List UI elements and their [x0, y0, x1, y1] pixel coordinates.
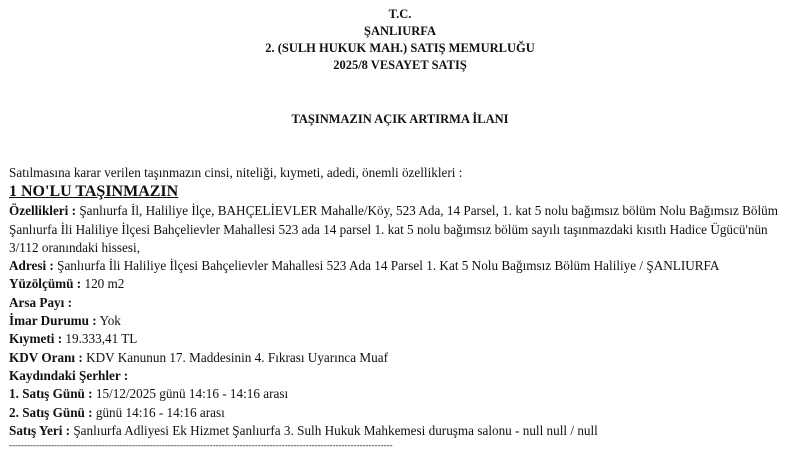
vat-field — [9, 349, 794, 367]
intro-text: Satılmasına karar verilen taşınmazın cinsi, niteliği, kıymeti, adedi, önemli özellikleri : — [9, 165, 463, 180]
land-share-field — [9, 294, 794, 312]
vat-value: KDV Kanunun 17. Maddesinin 4. Fıkrası Uyarınca Muaf — [86, 349, 388, 365]
notes-label: Kaydındaki Şerhler : — [9, 367, 129, 383]
area-label: Yüzölçümü : — [9, 276, 82, 292]
address-value: Şanlıurfa İli Haliliye İlçesi Bahçelievler Mahallesi 523 Ada 14 Parsel 1. Kat 5 Nolu Bağımsız Bölüm Haliliye / ŞANLIURFA — [57, 258, 720, 274]
value-field — [9, 330, 794, 348]
header-line-city: ŞANLIURFA — [364, 24, 436, 38]
header-line-case: 2025/8 VESAYET SATIŞ — [333, 58, 467, 72]
area-field — [9, 275, 794, 293]
zoning-field — [9, 312, 794, 330]
land-share-label: Arsa Payı : — [9, 294, 72, 310]
property-heading: 1 NO'LU TAŞINMAZIN — [9, 183, 179, 201]
sale1-label: 1. Satış Günü : — [9, 386, 93, 402]
notes-field — [9, 367, 794, 385]
address-label: Adresi : — [9, 258, 54, 274]
header-line-tc: T.C. — [388, 7, 412, 21]
sale1-field — [9, 385, 794, 403]
page-title: TAŞINMAZIN AÇIK ARTIRMA İLANI — [291, 112, 509, 126]
zoning-label: İmar Durumu : — [9, 313, 97, 329]
sale2-value: günü 14:16 - 14:16 arası — [95, 404, 225, 420]
zoning-value: Yok — [99, 313, 121, 329]
venue-value: Şanlıurfa Adliyesi Ek Hizmet Şanlıurfa 3. Sulh Hukuk Mahkemesi duruşma salonu - null null / null — [73, 422, 598, 438]
value-label: Kıymeti : — [9, 331, 63, 347]
sale2-field — [9, 404, 794, 422]
sale1-value: 15/12/2025 günü 14:16 - 14:16 arası — [95, 386, 289, 402]
features-value: Şanlıurfa İl, Haliliye İlçe, BAHÇELİEVLER Mahalle/Köy, 523 Ada, 14 Parsel, 1. kat 5 nolu bağımsız bölüm Nolu Bağımsız Bölüm Şanlıurfa İli Haliliye İlçesi Bahçelievler Mahallesi 523 ada 14 parsel 1. kat 5 nolu bağımsız bölüm sayılı taşınmazdaki kısıtlı Hadice Ügücü'nün 3/112 oranındaki hissesi, — [9, 203, 779, 255]
section-divider: -------------------------------------------------------------------------------------------------------------------------------- — [9, 440, 393, 450]
document-body — [9, 164, 794, 440]
area-value: 120 m2 — [84, 276, 125, 292]
header-line-office: 2. (SULH HUKUK MAH.) SATIŞ MEMURLUĞU — [265, 41, 535, 55]
venue-label: Satış Yeri : — [9, 422, 71, 438]
venue-field — [9, 422, 794, 440]
value-value: 19.333,41 TL — [65, 331, 138, 347]
address-field — [9, 257, 794, 275]
document-header — [0, 6, 800, 74]
features-label: Özellikleri : — [9, 203, 77, 219]
features-field — [9, 202, 794, 257]
vat-label: KDV Oranı : — [9, 349, 83, 365]
sale2-label: 2. Satış Günü : — [9, 404, 93, 420]
